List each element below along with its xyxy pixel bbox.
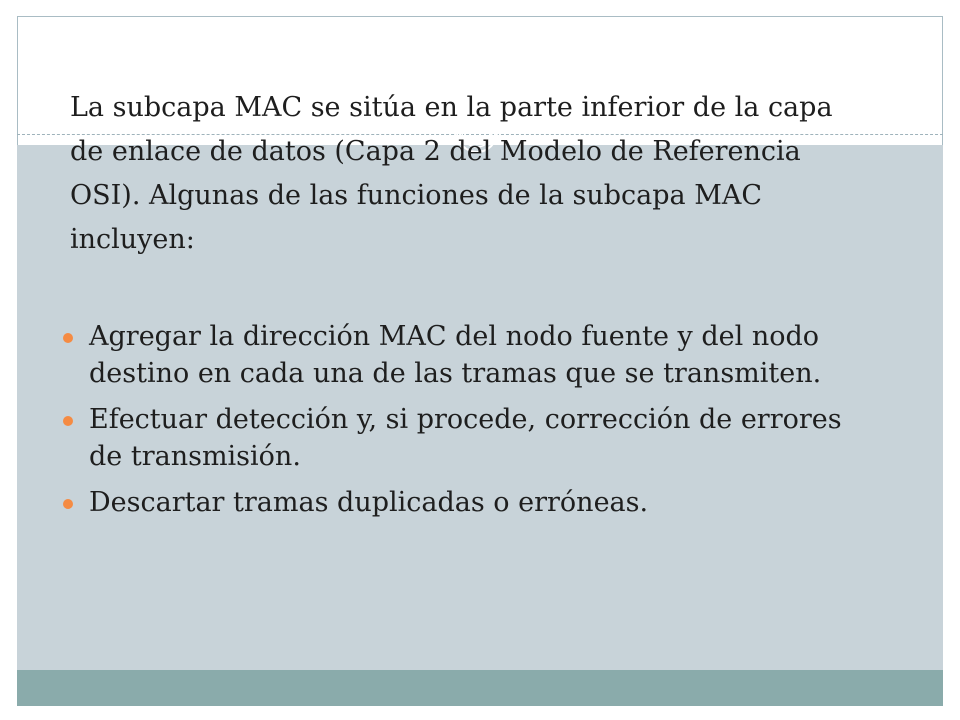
bullet-text: Efectuar detección y, si procede, corrección de errores de transmisión.: [89, 404, 842, 472]
bullet-text: Agregar la dirección MAC del nodo fuente y del nodo destino en cada una de las tramas que se transmiten.: [89, 321, 822, 389]
bullet-dot-icon: [63, 333, 73, 343]
intro-paragraph: La subcapa MAC se sitúa en la parte inferior de la capa de enlace de datos (Capa 2 del Modelo de Referencia OSI). Algunas de las funciones de la subcapa MAC incluyen:: [70, 92, 833, 255]
list-item: [60, 484, 860, 521]
bullet-text: Descartar tramas duplicadas o erróneas.: [89, 487, 649, 518]
list-item: [60, 318, 860, 392]
footer-band: [17, 670, 943, 706]
list-item: [60, 401, 860, 475]
bullet-list: [60, 318, 860, 530]
bullet-dot-icon: [63, 499, 73, 509]
bullet-dot-icon: [63, 416, 73, 426]
